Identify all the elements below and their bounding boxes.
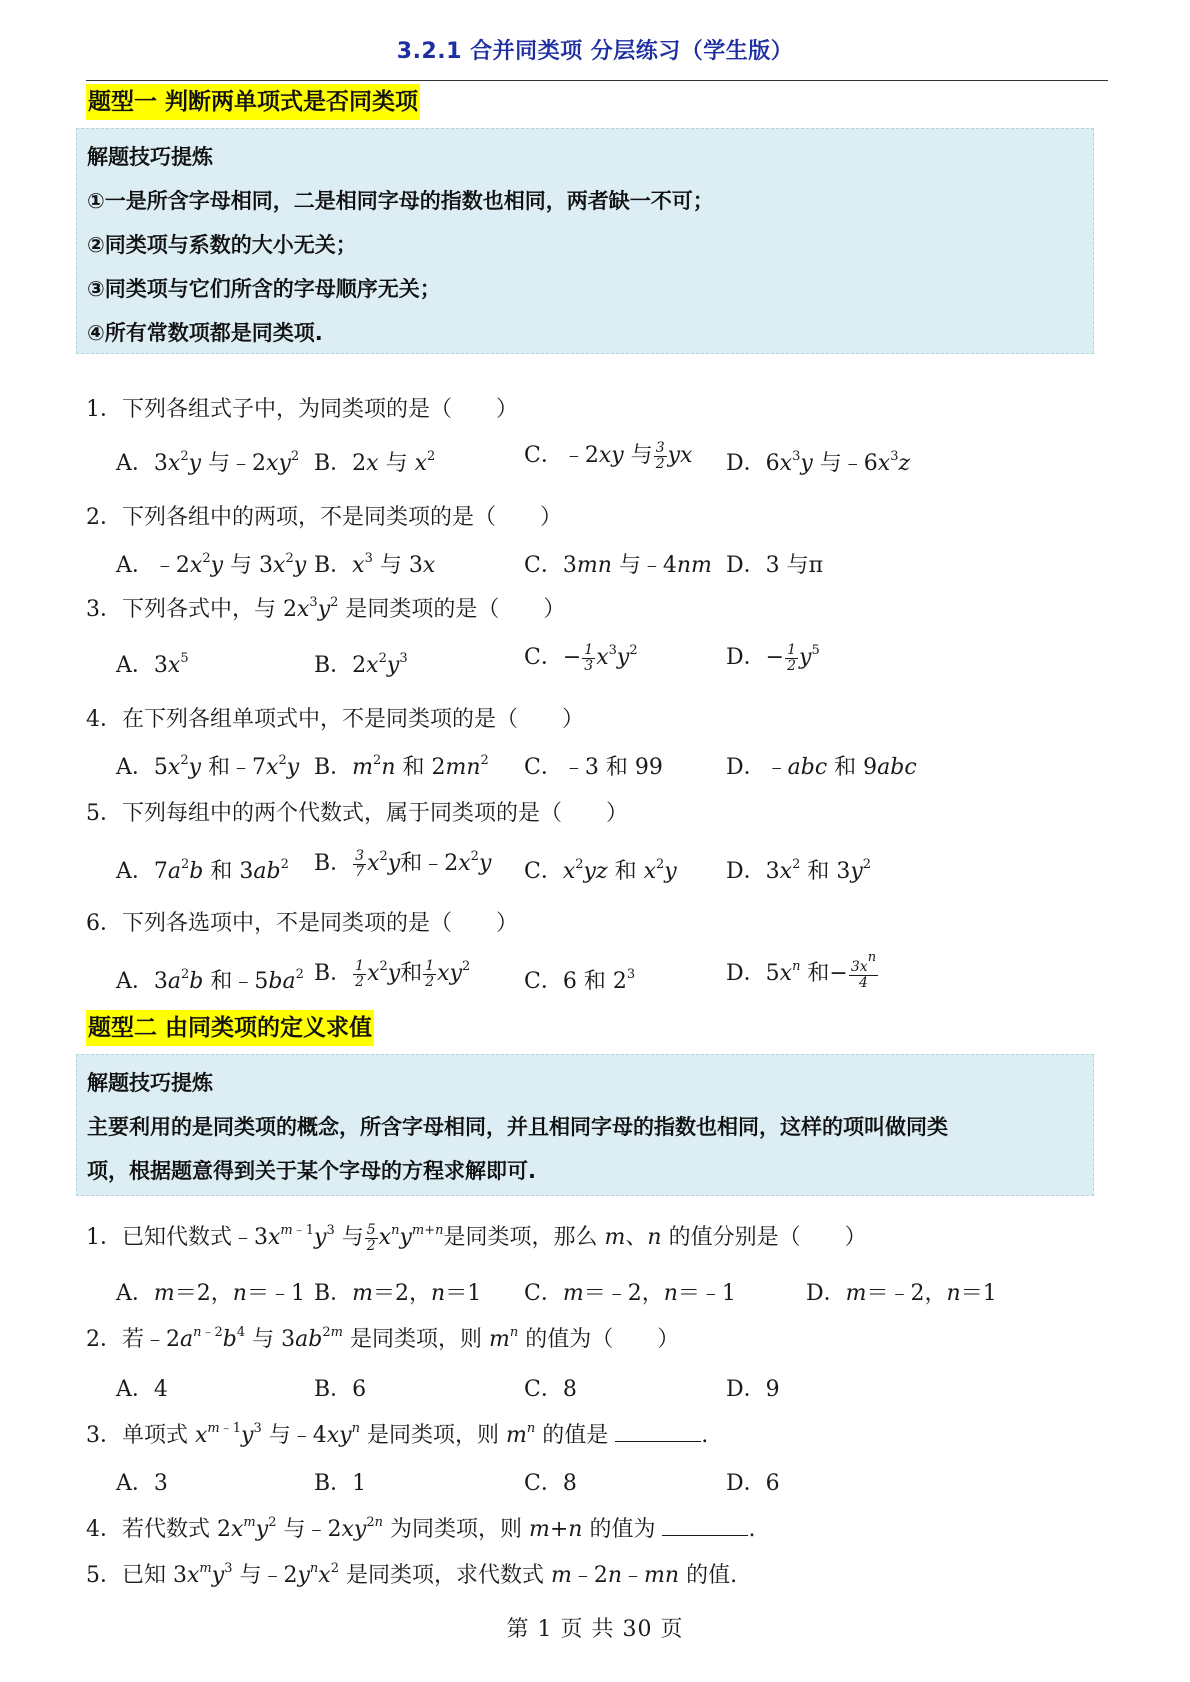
title-divider	[86, 80, 1108, 81]
option-2-1-a: A．m＝2，n＝﹣1	[116, 1281, 305, 1306]
option-1-4-b: B．$m^2n$ 和 $2mn^2$	[314, 753, 489, 780]
option-1-2-c: C．3mn 与﹣4nm	[524, 553, 712, 578]
answer-blank[interactable]	[662, 1517, 748, 1536]
option-2-2-a: A．4	[116, 1377, 168, 1402]
question-1-3: 3．下列各式中，与 $2x^3y^2$ 是同类项的是（ ）	[86, 595, 566, 622]
tip-line: 项，根据题意得到关于某个字母的方程求解即可.	[87, 1159, 536, 1183]
question-2-1: 1．已知代数式$﹣3x^{m﹣1}y^3$ 与 $\frac{5}{2}$ $x^ny^{m+n}$是同类项，那么 m、n 的值分别是（ ）	[86, 1221, 867, 1254]
option-1-5-b: B． $\frac{3}{7}$ $x^2y$和$﹣2x^2y$	[314, 847, 492, 880]
option-1-5-a: A．$7a^2b$ 和 $3ab^2$	[116, 857, 289, 884]
question-2-3: 3．单项式 $x^{m﹣1}y^3$ 与$﹣4xy^n$ 是同类项，则 $m^n$ 的值是 .	[86, 1421, 709, 1448]
option-2-3-a: A．3	[116, 1471, 168, 1496]
option-1-1-c: C．﹣2xy 与 $\frac{3}{2}$ yx	[524, 439, 693, 472]
option-1-5-c: C．$x^2yz$ 和 $x^2y$	[524, 857, 677, 884]
tips-box-2	[76, 1054, 1094, 1196]
option-1-6-d: D．$5x^n$ 和− $\frac{3x^n}{4}$	[726, 949, 877, 991]
tip-line: ④所有常数项都是同类项.	[87, 321, 323, 345]
question-1-4: 4．在下列各组单项式中，不是同类项的是（ ）	[86, 707, 584, 732]
section-heading-1: 题型一 判断两单项式是否同类项	[86, 84, 420, 120]
option-2-1-d: D．m＝﹣2，n＝1	[806, 1281, 997, 1306]
option-1-6-a: A．$3a^2b$ 和$﹣5ba^2$	[116, 967, 304, 994]
option-1-3-c: C．− $\frac{1}{3}$ $x^3y^2$	[524, 641, 638, 674]
question-1-2: 2．下列各组中的两项，不是同类项的是（ ）	[86, 505, 562, 530]
option-1-4-d: D．﹣abc 和 9abc	[726, 755, 917, 780]
option-2-1-c: C．m＝﹣2，n＝﹣1	[524, 1281, 736, 1306]
question-1-1: 1．下列各组式子中，为同类项的是（ ）	[86, 397, 518, 422]
option-1-4-c: C．﹣3 和 99	[524, 755, 663, 780]
page-title: 3.2.1 合并同类项 分层练习（学生版）	[396, 39, 794, 64]
option-1-3-d: D．− $\frac{1}{2}$ $y^5$	[726, 641, 820, 674]
option-2-2-d: D．9	[726, 1377, 780, 1402]
option-1-4-a: A．$5x^2y$ 和$﹣7x^2y$	[116, 753, 300, 780]
tip-line: ②同类项与系数的大小无关；	[87, 233, 357, 257]
option-1-2-d: D．3 与π	[726, 553, 824, 578]
tip-line: 主要利用的是同类项的概念，所含字母相同，并且相同字母的指数也相同，这样的项叫做同类	[87, 1115, 948, 1139]
option-1-2-b: B．$x^3$ 与 3x	[314, 551, 436, 578]
option-1-1-b: B．2x 与 $x^2$	[314, 449, 436, 476]
tip-line: ①一是所含字母相同，二是相同字母的指数也相同，两者缺一不可；	[87, 189, 714, 213]
option-1-6-c: C．6 和 $2^3$	[524, 967, 636, 994]
question-2-5: 5．已知 $3x^my^3$ 与$﹣2y^nx^2$ 是同类项，求代数式 m﹣2n﹣mn 的值.	[86, 1561, 738, 1588]
option-1-3-b: B．$2x^2y^3$	[314, 651, 408, 678]
option-1-1-a: A．$3x^2y$ 与$﹣2xy^2$	[116, 449, 300, 476]
section-heading-2: 题型二 由同类项的定义求值	[86, 1010, 374, 1046]
option-2-3-c: C．8	[524, 1471, 577, 1496]
question-2-4: 4．若代数式 $2x^my^2$ 与$﹣2xy^{2n}$ 为同类项，则 m+n 的值为 .	[86, 1515, 756, 1542]
option-1-1-d: D．$6x^3y$ 与$﹣6x^3z$	[726, 449, 911, 476]
tips-title: 解题技巧提炼	[87, 1071, 213, 1095]
option-2-2-b: B．6	[314, 1377, 367, 1402]
tips-box-1	[76, 128, 1094, 354]
question-1-6: 6．下列各选项中，不是同类项的是（ ）	[86, 911, 518, 936]
option-2-2-c: C．8	[524, 1377, 577, 1402]
question-2-2: 2．若$﹣2a^{n﹣2}b^4$ 与 $3ab^{2m}$ 是同类项，则 $m^n$ 的值为（ ）	[86, 1325, 680, 1352]
option-1-2-a: A．$﹣2x^2y$ 与 $3x^2y$	[116, 551, 307, 578]
answer-blank[interactable]	[615, 1423, 701, 1442]
tip-line: ③同类项与它们所含的字母顺序无关；	[87, 277, 441, 301]
option-2-3-d: D．6	[726, 1471, 780, 1496]
option-2-3-b: B．1	[314, 1471, 367, 1496]
option-1-6-b: B． $\frac{1}{2}$ $x^2y$和 $\frac{1}{2}$ $xy^2$	[314, 957, 471, 990]
question-1-5: 5．下列每组中的两个代数式，属于同类项的是（ ）	[86, 801, 628, 826]
tips-title: 解题技巧提炼	[87, 145, 213, 169]
option-1-5-d: D．$3x^2$ 和 $3y^2$	[726, 857, 872, 884]
page-footer: 第 1 页 共 30 页	[506, 1617, 684, 1642]
option-1-3-a: A．$3x^5$	[116, 651, 189, 678]
option-2-1-b: B．m＝2，n＝1	[314, 1281, 482, 1306]
